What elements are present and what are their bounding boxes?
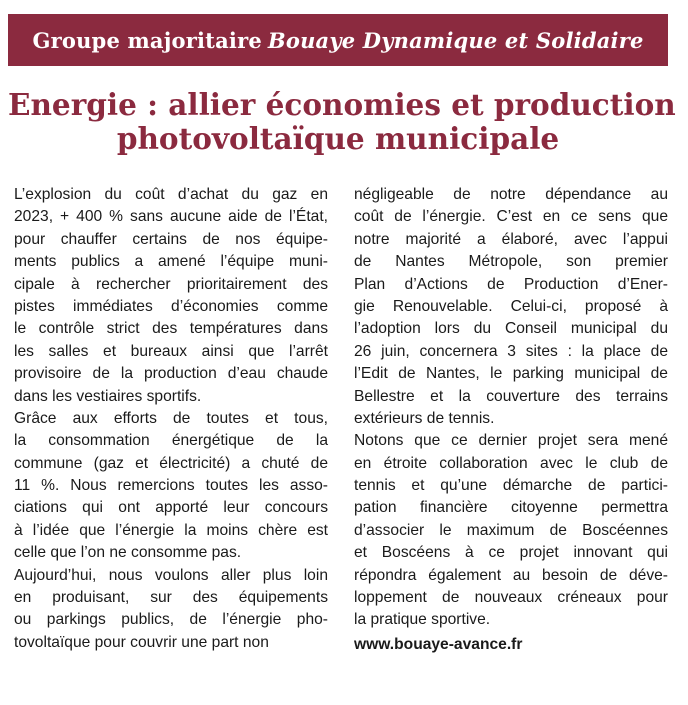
text-line: dans les vestiaires sportifs.: [14, 387, 202, 405]
text-line: pistes immédiates d’économies comme: [14, 297, 328, 315]
text-line: répondra également au besoin de déve-: [354, 566, 668, 584]
right-column: [354, 184, 668, 656]
website-link[interactable]: www.bouaye-avance.fr: [354, 635, 523, 653]
text-line: notre majorité a élaboré, avec l’appui: [354, 230, 668, 248]
text-line: l’adoption lors du Conseil municipal du: [354, 320, 668, 338]
text-line: l’Edit de Nantes, le parking municipal de: [354, 365, 668, 383]
text-line: Plan d’Actions de Production d’Ener-: [354, 275, 668, 293]
text-line: tovoltaïque pour couvrir une part non: [14, 633, 269, 651]
text-line: et Boscéens à ce projet innovant qui: [354, 544, 668, 562]
text-line: les salles et bureaux ainsi que l’arrêt: [14, 342, 328, 360]
article-title: [8, 87, 676, 156]
text-line: de Nantes Métropole, son premier: [354, 253, 668, 271]
text-line: provisoire de la production d’eau chaude: [14, 365, 328, 383]
text-line: extérieurs de tennis.: [354, 409, 495, 427]
text-line: 26 juin, concernera 3 sites : la place de: [354, 342, 668, 360]
group-banner: [8, 14, 668, 66]
text-line: en produisant, sur des équipements: [14, 589, 328, 607]
text-line: le contrôle strict des températures dans: [14, 320, 328, 338]
text-line: cipale à rechercher prioritairement des: [14, 275, 328, 293]
text-line: Aujourd’hui, nous voulons aller plus loin: [14, 566, 328, 584]
text-line: coût de l’énergie. C’est en ce sens que: [354, 208, 668, 226]
text-line: gie Renouvelable. Celui-ci, proposé à: [354, 297, 668, 315]
text-line: la consommation énergétique de la: [14, 432, 328, 450]
title-line-1: Energie : allier économies et production: [8, 87, 676, 122]
banner-prefix: Groupe majoritaire: [32, 27, 262, 53]
text-line: Bellestre et la couverture des terrains: [354, 387, 668, 405]
title-line-2: photovoltaïque municipale: [116, 121, 560, 156]
text-line: Notons que ce dernier projet sera mené: [354, 432, 668, 450]
text-line: 11 %. Nous remercions toutes les asso-: [14, 477, 328, 495]
text-line: 2023, + 400 % sans aucune aide de l’État,: [14, 208, 328, 226]
text-line: négligeable de notre dépendance au: [354, 186, 668, 203]
text-line: en étroite collaboration avec le club de: [354, 454, 668, 472]
text-line: pation financière citoyenne permettra: [354, 499, 668, 517]
text-line: ou parkings publics, de l’énergie pho-: [14, 611, 328, 629]
text-line: d’associer le maximum de Boscéennes: [354, 521, 668, 539]
text-line: Grâce aux efforts de toutes et tous,: [14, 409, 328, 427]
text-line: loppement de nouveaux créneaux pour: [354, 589, 668, 607]
text-line: tennis et qu’une démarche de partici-: [354, 477, 668, 495]
banner-group-name: Bouaye Dynamique et Solidaire: [267, 27, 644, 53]
text-line: L’explosion du coût d’achat du gaz en: [14, 186, 328, 203]
text-line: la pratique sportive.: [354, 611, 491, 629]
text-line: pour chauffer certains de nos équipe-: [14, 230, 328, 248]
text-line: à l’idée que l’énergie la moins chère est: [14, 521, 328, 539]
text-line: ciations qui ont apporté leur concours: [14, 499, 328, 517]
left-column: [14, 184, 328, 654]
text-line: celle que l’on ne consomme pas.: [14, 544, 242, 562]
text-line: ments publics a amené l’équipe muni-: [14, 253, 328, 271]
text-line: commune (gaz et électricité) a chuté de: [14, 454, 328, 472]
